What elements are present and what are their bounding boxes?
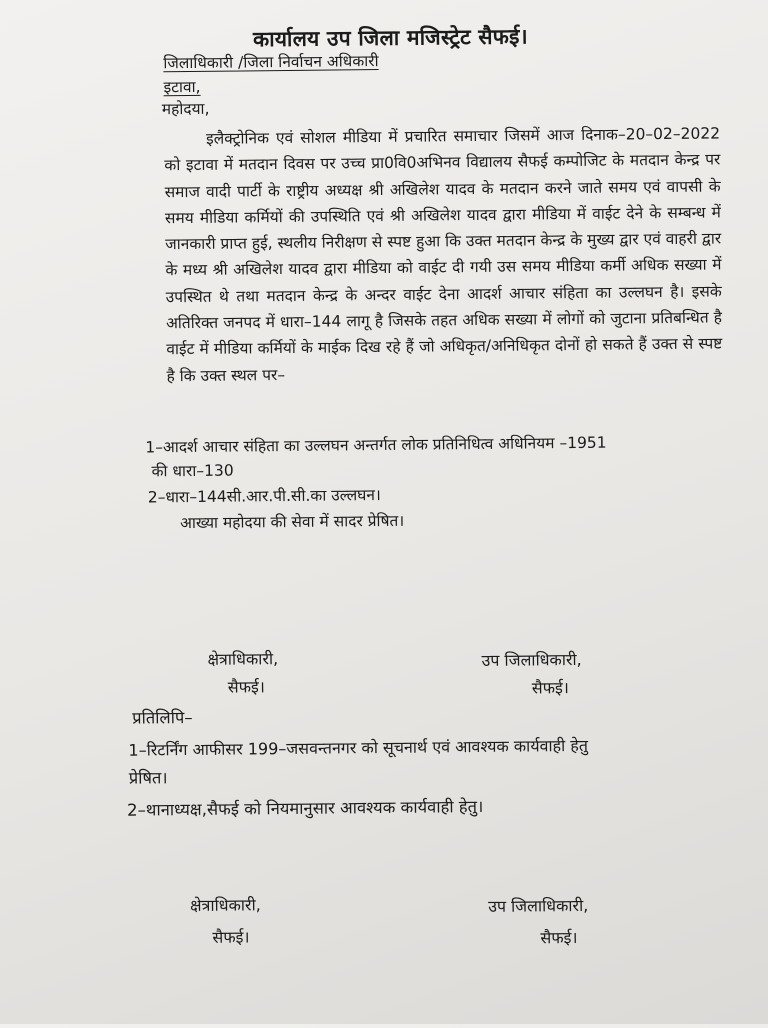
paragraph-line: के सम्बन्ध में जानकारी प्राप्त हुई, स्थलीय निरीक्षण से स्पष्ट हुआ कि उक्त मतदान — [165, 203, 721, 254]
point-2: 2–धारा–144सी.आर.पी.सी.का उल्लघन। — [147, 486, 381, 507]
copy-heading: प्रतिलिपि– — [132, 708, 193, 728]
closing-line: आख्या महोदया की सेवा में सादर प्रेषित। — [180, 511, 405, 533]
recipient-line-1: जिलाधिकारी /जिला निर्वाचन अधिकारी — [163, 52, 379, 73]
paragraph-line: केन्द्र के मुख्य द्वार एवं वाहरी द्वार के मध्य श्री अखिलेश यादव द्वारा मीडिया को — [165, 229, 722, 280]
paragraph-line: अध्यक्ष श्री अखिलेश यादव के मतदान करने जाते समय एवं वापसी के समय — [164, 177, 721, 228]
signature-bottom-left-place: सैफई। — [212, 927, 250, 947]
paragraph-line: दिनाक–20–02–2022 को इटावा में मतदान दिवस पर उच्च प्रा0वि0अभिनव — [164, 124, 721, 175]
paragraph-line: अधिकृत/अनिधिकृत दोनों हो सकते हैं उक्त से स्पष्ट है कि उक्त स्थल पर– — [166, 334, 723, 385]
office-title: कार्यालय उप जिला मजिस्ट्रेट सैफई। — [252, 24, 528, 52]
point-1-line-2: की धारा–130 — [151, 461, 234, 481]
copy-2: 2–थानाध्यक्ष,सैफई को नियमानुसार आवश्यक कार्यवाही हेतु। — [127, 796, 484, 820]
paragraph-line: इलैक्ट्रोनिक एवं सोशल मीडिया में प्रचारित समाचार जिसमें आज — [205, 125, 575, 148]
point-1-line-1: 1–आदर्श आचार संहिता का उल्लघन अन्तर्गत लोक प्रतिनिधित्व अधिनियम –1951 — [145, 433, 607, 457]
paragraph-line: जनपद में धारा–144 लागू है जिसके तहत अधिक सख्या में लोगों को जुटाना — [223, 309, 647, 332]
paragraph-line: केन्द्र के अन्दर वाईट देना आदर्श आचार संहिता का उल्लघन है। इसके अतिरिक्त — [165, 282, 722, 333]
signature-top-right-place: सैफई। — [531, 678, 570, 698]
report-paragraph — [164, 120, 723, 389]
signature-top-left-place: सैफई। — [227, 677, 266, 697]
copy-1-line-1: 1–रिटर्निंग आफीसर 199–जसवन्तनगर को सूचनार्थ एवं आवश्यक कार्यवाही हेतु — [128, 735, 589, 760]
paragraph-line: वाईट दी गयी उस समय मीडिया कर्मी अधिक सख्या में उपस्थित थे तथा मतदान — [165, 255, 722, 307]
signature-top-left-title: क्षेत्राधिकारी, — [207, 649, 279, 669]
signature-bottom-right-title: उप जिलाधिकारी, — [488, 895, 589, 916]
signature-top-right-title: उप जिलाधिकारी, — [481, 649, 582, 670]
salutation: महोदया, — [161, 99, 210, 119]
paragraph-line: विद्यालय सैफई कम्पोजिट के मतदान केन्द्र पर समाज वादी पार्टी के राष्ट्रीय — [164, 150, 721, 201]
signature-bottom-right-place: सैफई। — [540, 927, 578, 948]
copy-1-line-2: प्रेषित। — [128, 768, 168, 788]
signature-bottom-left-title: क्षेत्राधिकारी, — [190, 895, 261, 916]
paragraph-line: मीडिया कर्मियों की उपस्थिति एवं श्री अखिलेश यादव द्वारा मीडिया में वाईट देने — [199, 204, 644, 227]
paragraph-line: प्रतिबन्धित है वाईट में मीडिया कर्मियों के माईक दिख रहे हैं जो — [166, 308, 723, 359]
recipient-line-2: इटावा, — [163, 77, 201, 97]
